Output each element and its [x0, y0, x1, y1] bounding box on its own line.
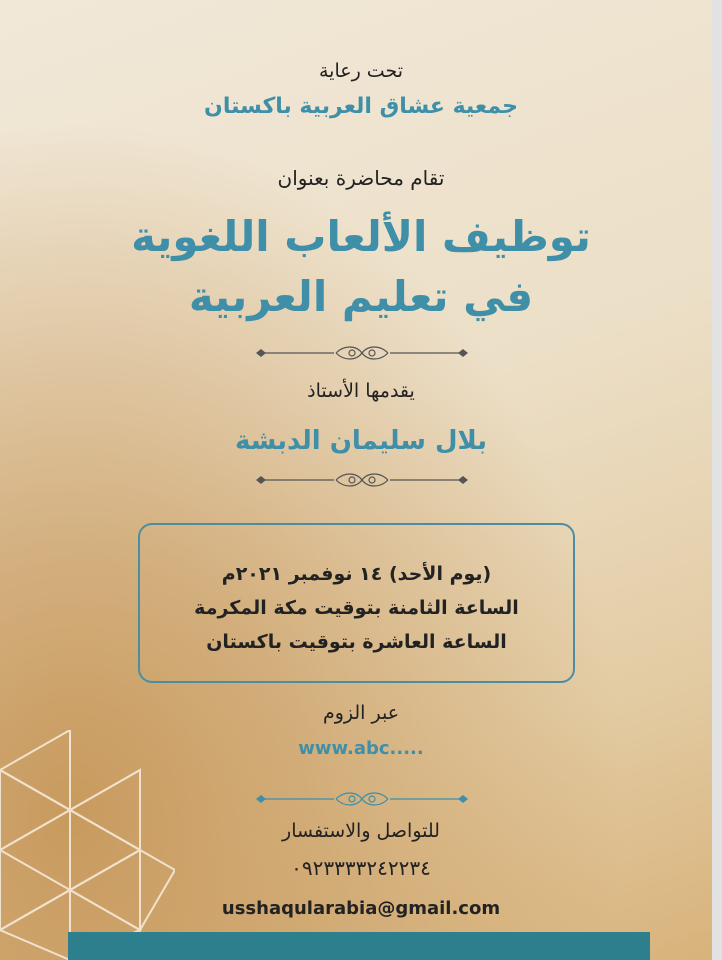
contact-phone: ٠٩٢٣٣٣٣٢٤٢٢٣٤	[291, 856, 431, 880]
organization-name: جمعية عشاق العربية باكستان	[204, 94, 518, 119]
right-edge-strip	[712, 0, 722, 960]
schedule-time-makkah: الساعة الثامنة بتوقيت مكة المكرمة	[194, 597, 519, 619]
geometric-triangle-pattern	[0, 730, 175, 960]
ornament-divider-teal	[256, 791, 468, 807]
lecture-title-line1: توظيف الألعاب اللغوية	[131, 212, 591, 261]
schedule-date: (يوم الأحد) ١٤ نوفمبر ٢٠٢١م	[221, 563, 492, 585]
presenter-intro: يقدمها الأستاذ	[307, 380, 415, 402]
lecture-intro: تقام محاضرة بعنوان	[277, 166, 445, 190]
platform-url-link[interactable]: www.abc.....	[298, 738, 424, 759]
contact-email-link[interactable]: usshaqularabia@gmail.com	[221, 898, 501, 919]
schedule-box	[138, 523, 575, 683]
ornament-divider	[256, 472, 468, 488]
platform-via: عبر الزوم	[322, 702, 400, 724]
lecture-title-line2: في تعليم العربية	[188, 272, 534, 321]
schedule-time-pakistan: الساعة العاشرة بتوقيت باكستان	[206, 631, 507, 653]
bottom-bar	[68, 932, 650, 960]
presenter-name: بلال سليمان الدبشة	[234, 426, 488, 456]
ornament-divider	[256, 345, 468, 361]
contact-intro: للتواصل والاستفسار	[282, 820, 440, 842]
auspices-label: تحت رعاية	[318, 60, 404, 82]
